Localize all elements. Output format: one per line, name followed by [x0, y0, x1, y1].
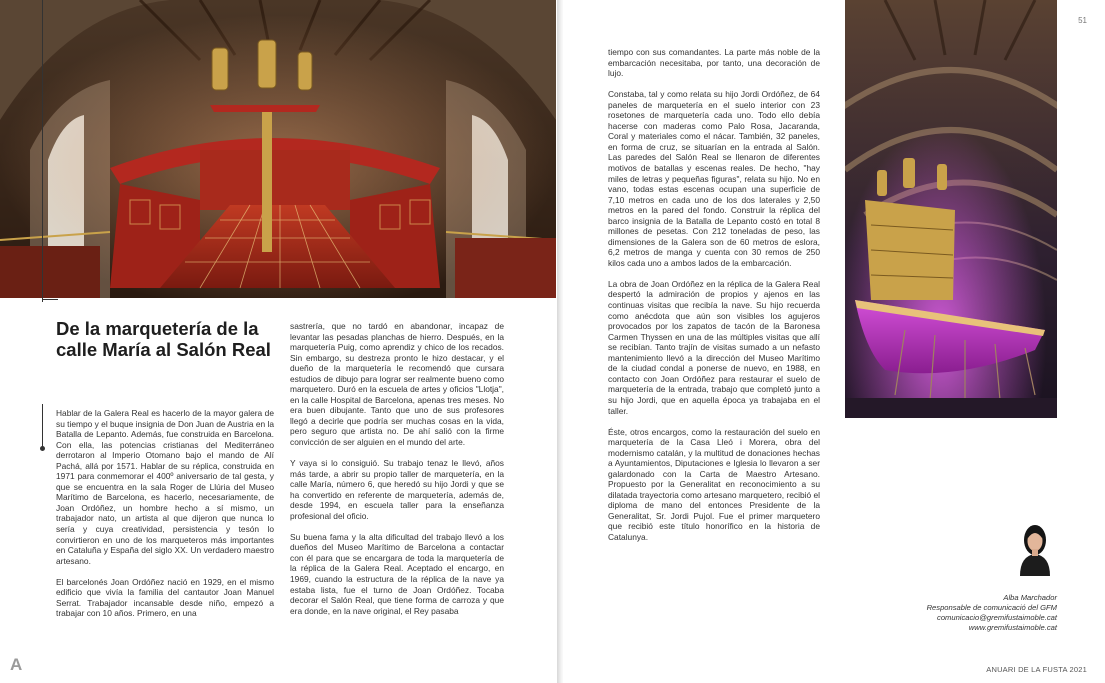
text-column-1	[56, 408, 274, 629]
decorative-rule-vertical	[42, 0, 43, 302]
author-credit	[927, 593, 1057, 633]
royal-salon-illustration	[0, 0, 556, 298]
author-name: Alba Marchador	[1003, 593, 1057, 602]
article-title: De la marquetería de la calle María al Salón Real	[56, 318, 271, 360]
publication-footer: ANUARI DE LA FUSTA 2021	[986, 665, 1087, 674]
photo-royal-salon-interior	[0, 0, 556, 298]
paragraph: La obra de Joan Ordóñez en la réplica de la Galera Real despertó la admiración de propios y ajenos en las continuas visitas que recibía la nave. Su hijo recuerda como anécdota que aún son visibles los agujeros provocados por los zapatos de tacón de la Baronesa Carmen Thyssen en una de las múltiples visitas que allí se recibían. Tanto trajín de visitas sumado a un nefasto mantenimiento llevó a la dirección del Museo Marítimo de la ciudad condal a ponerse de nuevo, en 1988, en contacto con Joan Ordóñez para restaurar el suelo de marquetería de la entrada, trabajo que completó junto a su hijo Jordi, que en aquella época ya trabajaba en el taller.	[608, 278, 820, 416]
author-photo	[1014, 520, 1056, 576]
decorative-dot	[40, 446, 45, 451]
paragraph: Hablar de la Galera Real es hacerlo de la mayor galera de su tiempo y el buque insignia de Don Juan de Austria en la Batalla de Lepanto. Además, fue construida en Barcelona. Con ella, las potencias cristianas del Mediterráneo derrotaron al Imperio Otomano bajo el mando de Alí Pachá, allá por 1571. Hablar de su réplica, construida en 1971 para conmemorar el 400º aniversario de tal gesta, y que se encuentra en la sala Roger de Llúria del Museo Marítimo de Barcelona, es hacerlo, necesariamente, de Joan Ordóñez, un hombre hecho a sí mismo, un trabajador nato, un artista al que dijeron que nunca lo sería y cuya creatividad, persistencia y tesón lo convirtieron en uno de los marqueteros más importantes en Cataluña y España del siglo XX. Un verdadero maestro artesano.	[56, 408, 274, 566]
author-email[interactable]: comunicacio@gremifustaimoble.cat	[937, 613, 1057, 622]
decorative-rule-vertical-lower	[42, 404, 43, 448]
text-column-2	[290, 321, 504, 627]
page-number: 51	[1078, 16, 1087, 25]
galley-illustration	[845, 0, 1057, 418]
decorative-rule-horizontal	[42, 299, 58, 300]
author-role: Responsable de comunicació del GFM	[926, 603, 1057, 612]
paragraph: Y vaya si lo consiguió. Su trabajo tenaz le llevó, años más tarde, a abrir su propio taller de marquetería, en la calle María, número 6, que heredó su hijo Jordi y que se ha convertido en referente de marquetería, además de, desde 1994, en escuela taller para la enseñanza profesional del oficio.	[290, 458, 504, 521]
paragraph: El barcelonés Joan Ordóñez nació en 1929, en el mismo edificio que vivía la familia del cantautor Joan Manuel Serrat. Trabajador incansable desde niño, empezó a trabajar con 10 años. Primero, en una	[56, 576, 274, 619]
paragraph: tiempo con sus comandantes. La parte más noble de la embarcación necesitaba, por tanto, una decoración de lujo.	[608, 47, 820, 79]
section-marker: A	[10, 655, 23, 674]
paragraph: Constaba, tal y como relata su hijo Jordi Ordóñez, de 64 paneles de marquetería en el suelo interior con 23 rosetones de marquetería cada uno. Todo ello debía hacerse con maderas como Palo Rosa, Jacaranda, Coral y materiales como el nácar. También, 32 paneles, en forma de cruz, se situarían en la entrada al Salón. Las paredes del Salón Real se llenaron de diferentes motivos de batallas y escenas reales. De hecho, "hay miles de letras y pequeñas figuras", relata su hijo. No en vano, todas estas escenas ocupan una superficie de 7,10 metros en cada uno de los dos laterales y 2,50 metros en la pared del fondo. Construir la réplica del barco insignia de la Batalla de Lepanto costó en total 8 millones de pesetas. Con 212 toneladas de peso, las dimensiones de la Galera son de 60 metros de eslora, 6,2 metros de manga y cuenta con 30 remos de 250 kilos cada uno a ambos lados de la embarcación.	[608, 89, 820, 268]
author-website[interactable]: www.gremifustaimoble.cat	[968, 623, 1057, 632]
right-page	[563, 0, 1105, 683]
photo-galera-real	[845, 0, 1057, 418]
paragraph: Su buena fama y la alta dificultad del trabajo llevó a los dueños del Museo Marítimo de Barcelona a contactar con él para que se encargara de toda la marquetería de la réplica de la Galera Real. Aceptado el encargo, en 1969, cuando la estructura de la réplica de la nave ya estaba lista, fue el turno de Joan Ordóñez. Tocaba decorar el Salón Real, que tiene forma de carroza y que era donde, en la nave original, el Rey pasaba	[290, 531, 504, 616]
author-portrait	[1014, 520, 1056, 576]
text-column-3	[608, 47, 820, 553]
paragraph: Éste, otros encargos, como la restauración del suelo en marquetería de la Casa Lleó i Morera, obra del modernismo catalán, y la multitud de donaciones hechas a Ayuntamientos, Diputaciones e Iglesia lo llevaron a ser galardonado con la Carta de Maestro Artesano. Propuesto por la Generalitat en reconocimiento a su dilatada trayectoria como artesano marquetero, recibió el diploma de mano del entonces Presidente de la Generalitat, Sr. Jordi Pujol. Fue el primer marquetero que recibió este título honorífico en la historia de Catalunya.	[608, 426, 820, 543]
paragraph: sastrería, que no tardó en abandonar, incapaz de levantar las pesadas planchas de hierro. Después, en la marquetería Puig, como aprendiz y chico de los recados. Sin embargo, su destreza pronto le hizo destacar, y el dueño de la marquetería le recomendó que cursara estudios de dibujo para lograr ser realmente bueno como marquetero. Duró en la escuela de artes y oficios "Llotja", en la calle Hospital de Barcelona, apenas tres meses. No era buen dibujante. Tanto que uno de sus profesores llegó a decirle que podría ser muchas cosas en la vida, pero seguro que artista no. De ahí salió con la firme convicción de ser alguien en el mundo del arte.	[290, 321, 504, 448]
